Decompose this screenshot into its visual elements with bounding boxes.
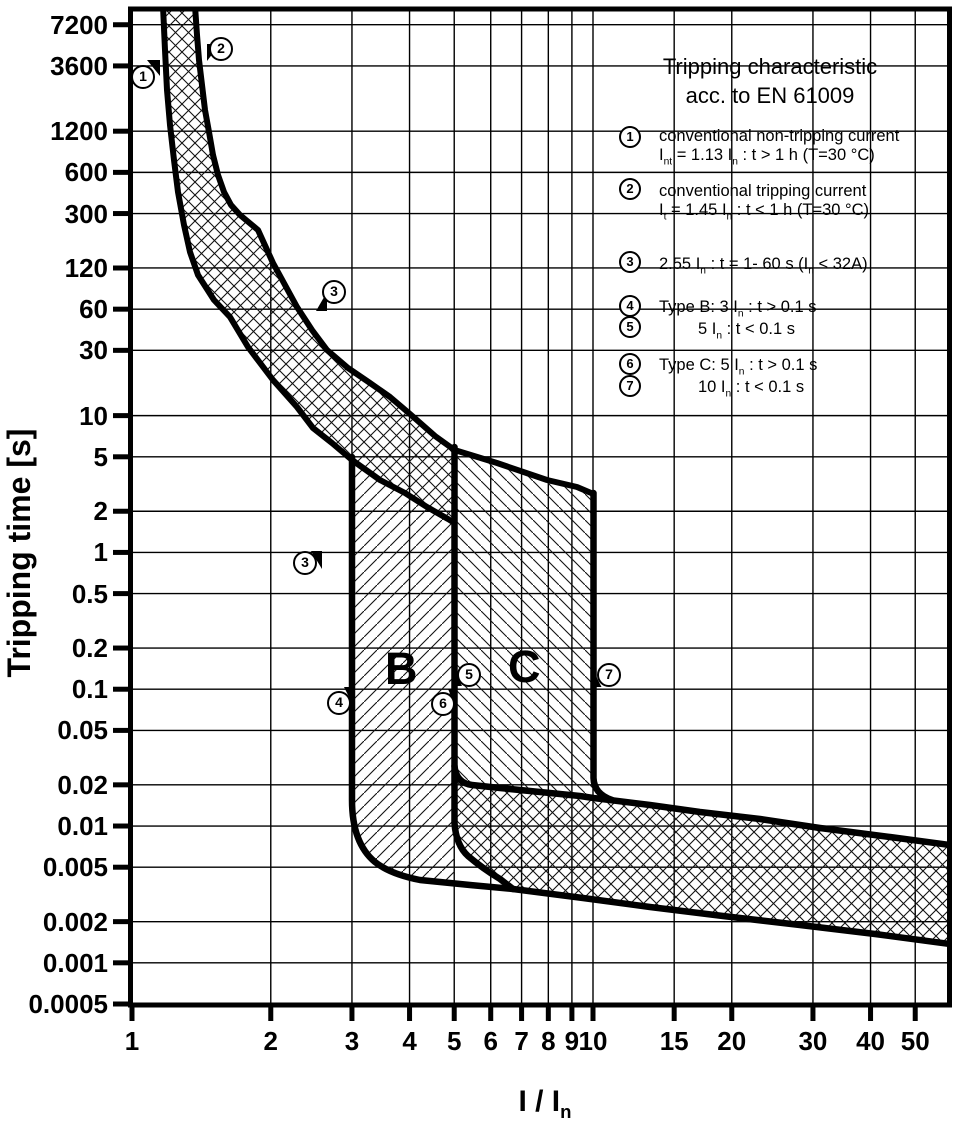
y-tick-label-0.0005: 0.0005 [28, 989, 108, 1019]
y-tick-label-0.2: 0.2 [71, 633, 108, 664]
legend-circle-4: 4 [619, 295, 641, 317]
x-tick-label-15: 15 [659, 1026, 689, 1056]
legend-item-6-line-1: Type C: 5 $I_n$ : t > 0.1 s [659, 356, 818, 378]
region-label-c: C [508, 641, 541, 692]
legend-item-1-line-2: $I_{nt} = 1.13$ $I_n$ : t > 1 h (T=30 °C) [659, 145, 875, 167]
legend-item-7-line-1: 10 $I_n$ : t < 0.1 s [698, 378, 805, 400]
legend-circle-3: 3 [619, 251, 641, 273]
legend-circle-1: 1 [619, 126, 641, 148]
legend-text-2 [659, 182, 869, 226]
y-tick-label-0.005: 0.005 [42, 852, 108, 883]
y-tick-label-60: 60 [79, 294, 108, 325]
legend-item-3-line-1: 2.55 $I_n$ : t = 1- 60 s $(I_n < 32A)$ [659, 255, 868, 277]
line-10in-c-limit [594, 493, 613, 800]
x-tick-label-6: 6 [483, 1026, 498, 1056]
y-tick-label-1: 1 [93, 537, 108, 568]
chart-marker-3-2: 3 [322, 280, 346, 304]
y-tick-label-600: 600 [64, 157, 108, 188]
legend-circle-6: 6 [619, 353, 641, 375]
legend-item-5-line-1: 5 $I_n$ : t < 0.1 s [698, 320, 795, 342]
x-tick-label-50: 50 [900, 1026, 930, 1056]
legend-text-3 [659, 255, 868, 281]
y-tick-label-0.1: 0.1 [71, 674, 108, 705]
chart-title-line1: Tripping characteristic [662, 54, 878, 79]
chart-title [620, 52, 920, 110]
chart-title-line2: acc. to EN 61009 [685, 83, 855, 108]
legend-item-2-line-1: conventional tripping current [659, 182, 867, 200]
y-tick-label-1200: 1200 [50, 116, 108, 147]
legend-circle-5: 5 [619, 316, 641, 338]
x-tick-label-20: 20 [717, 1026, 747, 1056]
x-tick-label-4: 4 [402, 1026, 417, 1056]
y-tick-label-2: 2 [93, 496, 108, 527]
legend-circle-2: 2 [619, 178, 641, 200]
y-tick-label-0.05: 0.05 [57, 715, 108, 746]
legend-text-1 [659, 127, 899, 171]
x-tick-label-5: 5 [446, 1026, 462, 1056]
legend-text-7 [698, 378, 804, 404]
y-tick-label-7200: 7200 [50, 9, 108, 40]
chart-marker-2-1: 2 [209, 37, 233, 61]
legend-item-4-line-1: Type B: 3 $I_n$ : t > 0.1 s [659, 298, 817, 320]
legend-item-2-line-2: $I_t = 1.45$ $I_n$ : t < 1 h (T=30 °C) [659, 200, 870, 222]
x-tick-label-9: 9 [564, 1026, 580, 1056]
chart-marker-4-4: 4 [327, 691, 351, 715]
x-axis-title: I / $I_n$ [518, 1085, 572, 1122]
y-tick-label-120: 120 [64, 252, 108, 283]
x-tick-label-7: 7 [514, 1026, 529, 1056]
y-tick-label-0.01: 0.01 [57, 811, 108, 842]
x-tick-label-30: 30 [798, 1026, 828, 1056]
x-tick-label-2: 2 [263, 1026, 278, 1056]
x-tick-label-3: 3 [344, 1026, 360, 1056]
y-tick-label-0.001: 0.001 [42, 947, 108, 978]
chart-marker-1-0: 1 [131, 65, 155, 89]
chart-marker-7-7: 7 [597, 663, 621, 687]
chart-marker-3-3: 3 [293, 551, 317, 575]
y-tick-label-300: 300 [64, 198, 108, 229]
legend-text-5 [698, 320, 795, 346]
thermal-band-region [163, 8, 455, 523]
y-tick-label-5: 5 [93, 441, 108, 472]
x-tick-label-8: 8 [541, 1026, 556, 1056]
region-label-b: B [385, 643, 418, 694]
y-tick-label-0.02: 0.02 [57, 769, 108, 800]
legend-item-1-line-1: conventional non-tripping current [659, 127, 900, 145]
chart-marker-6-6: 6 [431, 692, 455, 716]
chart-marker-5-5: 5 [457, 663, 481, 687]
y-tick-label-30: 30 [79, 335, 108, 366]
x-tick-label-1: 1 [124, 1026, 140, 1056]
y-axis-title: Tripping time [s] [1, 428, 37, 678]
legend-circle-7: 7 [619, 375, 641, 397]
y-tick-label-0.5: 0.5 [71, 578, 108, 609]
region-c-fill [455, 450, 594, 798]
y-tick-label-10: 10 [79, 400, 108, 431]
y-tick-label-3600: 3600 [50, 50, 108, 81]
y-tick-label-0.002: 0.002 [42, 906, 108, 937]
x-tick-label-40: 40 [856, 1026, 885, 1056]
x-tick-label-10: 10 [578, 1026, 608, 1056]
